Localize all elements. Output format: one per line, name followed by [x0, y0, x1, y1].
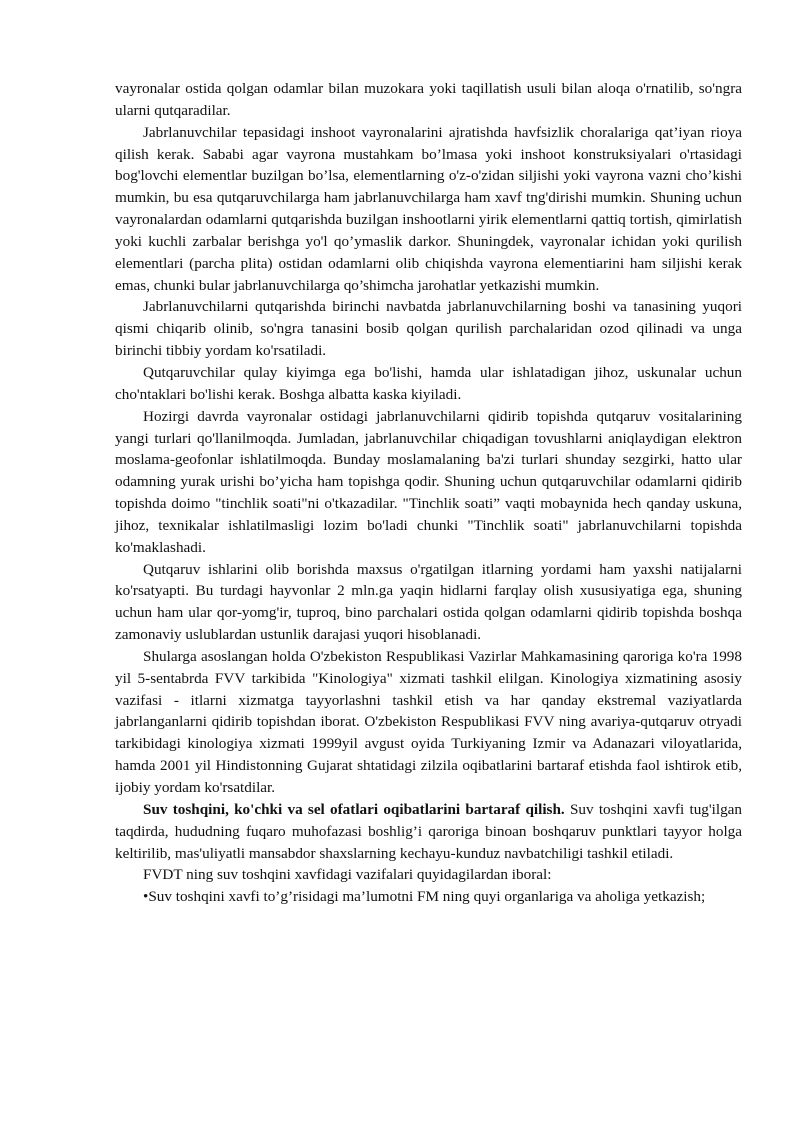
list-item: •Suv toshqini xavfi to’g’risidagi ma’lumotni FM ning quyi organlariga va aholiga yetkazish;: [143, 888, 706, 906]
paragraph-dogs: Qutqaruv ishlarini olib borishda maxsus o'rgatilgan itlarning yordami ham yaxshi natijalarni ko'rsatyapti. Bu turdagi hayvonlar 2 mln.ga yaqin hidlarni farqlay olish xususiyatiga ega, shuning uchun ham ular qor-yomg'ir, tuproq, bino parchalari ostida qolgan odamlarni qidirib topishda boshqa zamonaviy uslublardan ustunlik darajasi yuqori hisoblanadi.: [115, 560, 742, 644]
paragraph-equipment: Qutqaruvchilar qulay kiyimga ega bo'lishi, hamda ular ishlatadigan jihoz, uskunalar uchun cho'ntaklari bo'lishi kerak. Boshga albatta kaska kiyiladi.: [115, 363, 742, 403]
section-heading: Suv toshqini, ko'chki va sel ofatlari oqibatlarini bartaraf qilish.: [143, 800, 565, 818]
paragraph-floods: [115, 799, 742, 865]
body-text: [115, 78, 742, 908]
paragraph-continued: vayronalar ostida qolgan odamlar bilan muzokara yoki taqillatish usuli bilan aloqa o'rnatilib, so'ngra ularni qutqaradilar.: [115, 80, 742, 119]
paragraph-safety: Jabrlanuvchilar tepasidagi inshoot vayronalarini ajratishda havfsizlik choralariga qat’iyan rioya qilish kerak. Sababi agar vayrona mustahkam bo’lmasa yoki inshoot konstruksiyalari o'rtasidagi bog'lovchi elementlar buzilgan bo’lsa, elementlarning o'z-o'zidan siljishi yoki vayrona vazni cho’kishi mumkin, bu esa qutqaruvchilarga ham jabrlanuvchilarga ham xavf tng'dirishi mumkin. Shuning uchun vayronalardan odamlarni qutqarishda buzilgan inshootlarni yirik elementlarni qattiq tortish, qimirlatish yoki kuchli zarbalar berishga yo'l qo’ymaslik darkor. Shuningdek, vayronalar ichidan yoki qurilish elementlari (parcha plita) ostidan odamlarni olib chiqishda vayrona elementiarini ham siljishi kerak emas, chunki bular jabrlanuvchilarga qo’shimcha jarohatlar yetkazishi mumkin.: [115, 123, 742, 294]
paragraph-geophones: Hozirgi davrda vayronalar ostidagi jabrlanuvchilarni qidirib topishda qutqaruv vositalarining yangi turlari qo'llanilmoqda. Jumladan, jabrlanuvchilar chiqadigan tovushlarni aniqlaydigan elektron moslama-geofonlar ishlatilmoqda. Bunday moslamalaning ba'zi turlari shunday sezgirki, hatto ular odamning yurak urishi bo’yicha ham topishga qodir. Shuning uchun qutqaruvchilar odamlarni qidirib topishda doimo "tinchlik soati"ni o'tkazadilar. "Tinchlik soati” vaqti mobaynida hech qanday uskuna, jihoz, texnikalar ishlatilmasligi lozim bo'ladi chunki "Tinchlik soati" jabrlanuvchilarni topishda ko'maklashadi.: [115, 407, 742, 556]
paragraph-extraction: Jabrlanuvchilarni qutqarishda birinchi navbatda jabrlanuvchilarning boshi va tanasining yuqori qismi chiqarib olinib, so'ngra tanasini bosib qolgan qurilish parchalaridan ozod qilinadi va unga birinchi tibbiy yordam ko'rsatiladi.: [115, 298, 742, 360]
paragraph-tasks-intro: FVDT ning suv toshqini xavfidagi vazifalari quyidagilardan iboral:: [143, 866, 552, 884]
paragraph-kinology: Shularga asoslangan holda O'zbekiston Respublikasi Vazirlar Mahkamasining qaroriga ko'ra 1998 yil 5-sentabrda FVV tarkibida "Kinologiya" xizmati tashkil elilgan. Kinologiya xizmatining asosiy vazifasi - itlarni xizmatga tayyorlashni tashkil etish va har qanday ekstremal vaziyatlarda jabrlanganlarni qidirib topishdan iborat. O'zbekiston Respublikasi FVV ning avariya-qutqaruv otryadi tarkibidagi kinologiya xizmati 1999yil avgust oyida Turkiyaning Izmir va Adanazari viloyatlarida, hamda 2001 yil Hindistonning Gujarat shtatidagi zilzila oqibatlarini bartaraf etishda faol ishtirok etib, ijobiy yordam ko'rsatdilar.: [115, 647, 742, 796]
section-heading-text: Suv toshqini xavfi tug'ilgan taqdirda, hududning fuqaro muhofazasi boshlig’i qaroriga binoan boshqaruv punktlari tayyor holga keltirilib, mas'uliyatli mansabdor shaxslarning kechayu-kunduz navbatchiligi tashkil etiladi.: [115, 800, 742, 862]
